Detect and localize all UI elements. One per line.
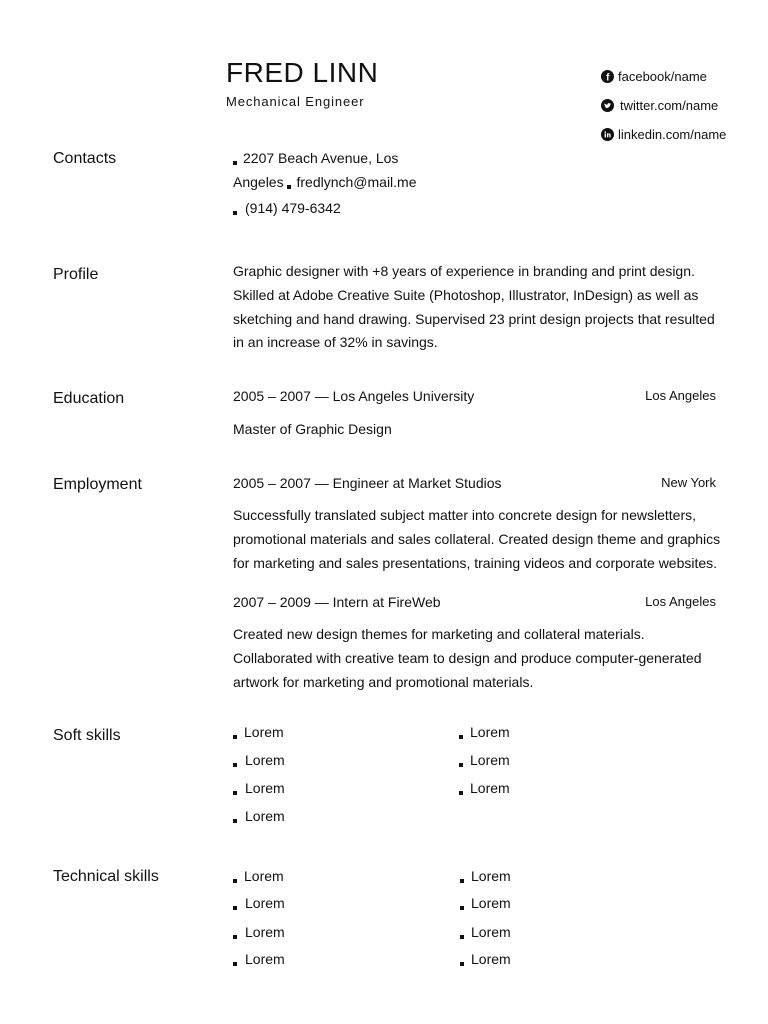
twitter-icon — [601, 99, 614, 112]
bullet-icon — [233, 735, 237, 739]
section-heading-technical-skills: Technical skills — [53, 868, 159, 885]
contact-phone: (914) 479-6342 — [233, 200, 341, 216]
bullet-icon — [459, 763, 463, 767]
list-item: Lorem — [233, 780, 285, 796]
list-item: Lorem — [459, 780, 510, 796]
list-item: Lorem — [233, 808, 285, 824]
list-item: Lorem — [233, 951, 285, 967]
bullet-icon — [459, 791, 463, 795]
list-item: Lorem — [460, 895, 511, 911]
bullet-icon — [233, 161, 237, 165]
bullet-icon — [287, 185, 291, 189]
facebook-icon — [601, 70, 614, 83]
section-heading-soft-skills: Soft skills — [53, 727, 121, 744]
bullet-icon — [460, 962, 464, 966]
list-item: Lorem — [459, 724, 510, 740]
list-item: Lorem — [233, 868, 284, 884]
social-label: facebook/name — [618, 69, 707, 84]
contact-address-email: Angeles fredlynch@mail.me — [233, 174, 417, 190]
job-description: Successfully translated subject matter into concrete design for newsletters, promotional materials and sales collateral. Created design theme and graphics for marketing and sales presentations, training videos and corporate websites. — [233, 507, 721, 571]
list-item: Lorem — [459, 752, 510, 768]
list-item: Lorem — [233, 752, 285, 768]
bullet-icon — [233, 879, 237, 883]
bullet-icon — [233, 211, 237, 215]
svg-text:f: f — [606, 72, 610, 83]
resume-name: FRED LINN — [226, 57, 379, 88]
profile-text: Graphic designer with +8 years of experience in branding and print design. Skilled at Adobe Creative Suite (Photoshop, Illustrator, InDesign) as well as sketching and hand drawing. Supervised 23 print design projects that resulted in an increase of 32% in savings. — [233, 263, 715, 351]
social-twitter[interactable] — [601, 98, 718, 113]
list-item: Lorem — [233, 895, 285, 911]
list-item: Lorem — [233, 724, 284, 740]
bullet-icon — [459, 735, 463, 739]
social-linkedin[interactable] — [601, 127, 726, 142]
bullet-icon — [233, 906, 237, 910]
bullet-icon — [233, 962, 237, 966]
bullet-icon — [233, 935, 237, 939]
section-heading-profile: Profile — [53, 266, 99, 283]
education-location: Los Angeles — [645, 388, 716, 403]
bullet-icon — [460, 906, 464, 910]
job-location: New York — [661, 475, 716, 490]
list-item: Lorem — [460, 924, 511, 940]
list-item: Lorem — [460, 868, 511, 884]
social-label: linkedin.com/name — [618, 127, 727, 142]
social-facebook[interactable] — [601, 69, 707, 84]
bullet-icon — [460, 935, 464, 939]
section-heading-employment: Employment — [53, 476, 142, 493]
job-description: Created new design themes for marketing and collateral materials. Collaborated with creative team to design and produce computer-generated artwork for marketing and promotional materials. — [233, 626, 702, 690]
contact-address: 2207 Beach Avenue, Los — [233, 150, 398, 166]
bullet-icon — [233, 819, 237, 823]
job-entry: 2007 – 2009 — Intern at FireWeb — [233, 594, 441, 610]
section-heading-education: Education — [53, 390, 125, 407]
email-link[interactable]: fredlynch@mail.me — [296, 174, 417, 190]
bullet-icon — [233, 763, 237, 767]
job-location: Los Angeles — [645, 594, 716, 609]
job-title: Mechanical Engineer — [226, 94, 365, 109]
bullet-icon — [460, 879, 464, 883]
education-entry: 2005 – 2007 — Los Angeles University — [233, 388, 475, 404]
social-label: twitter.com/name — [620, 98, 719, 113]
bullet-icon — [233, 791, 237, 795]
education-degree: Master of Graphic Design — [233, 421, 392, 437]
list-item: Lorem — [460, 951, 511, 967]
section-heading-contacts: Contacts — [53, 150, 117, 167]
list-item: Lorem — [233, 924, 285, 940]
job-entry: 2005 – 2007 — Engineer at Market Studios — [233, 475, 502, 491]
linkedin-icon — [601, 128, 614, 141]
